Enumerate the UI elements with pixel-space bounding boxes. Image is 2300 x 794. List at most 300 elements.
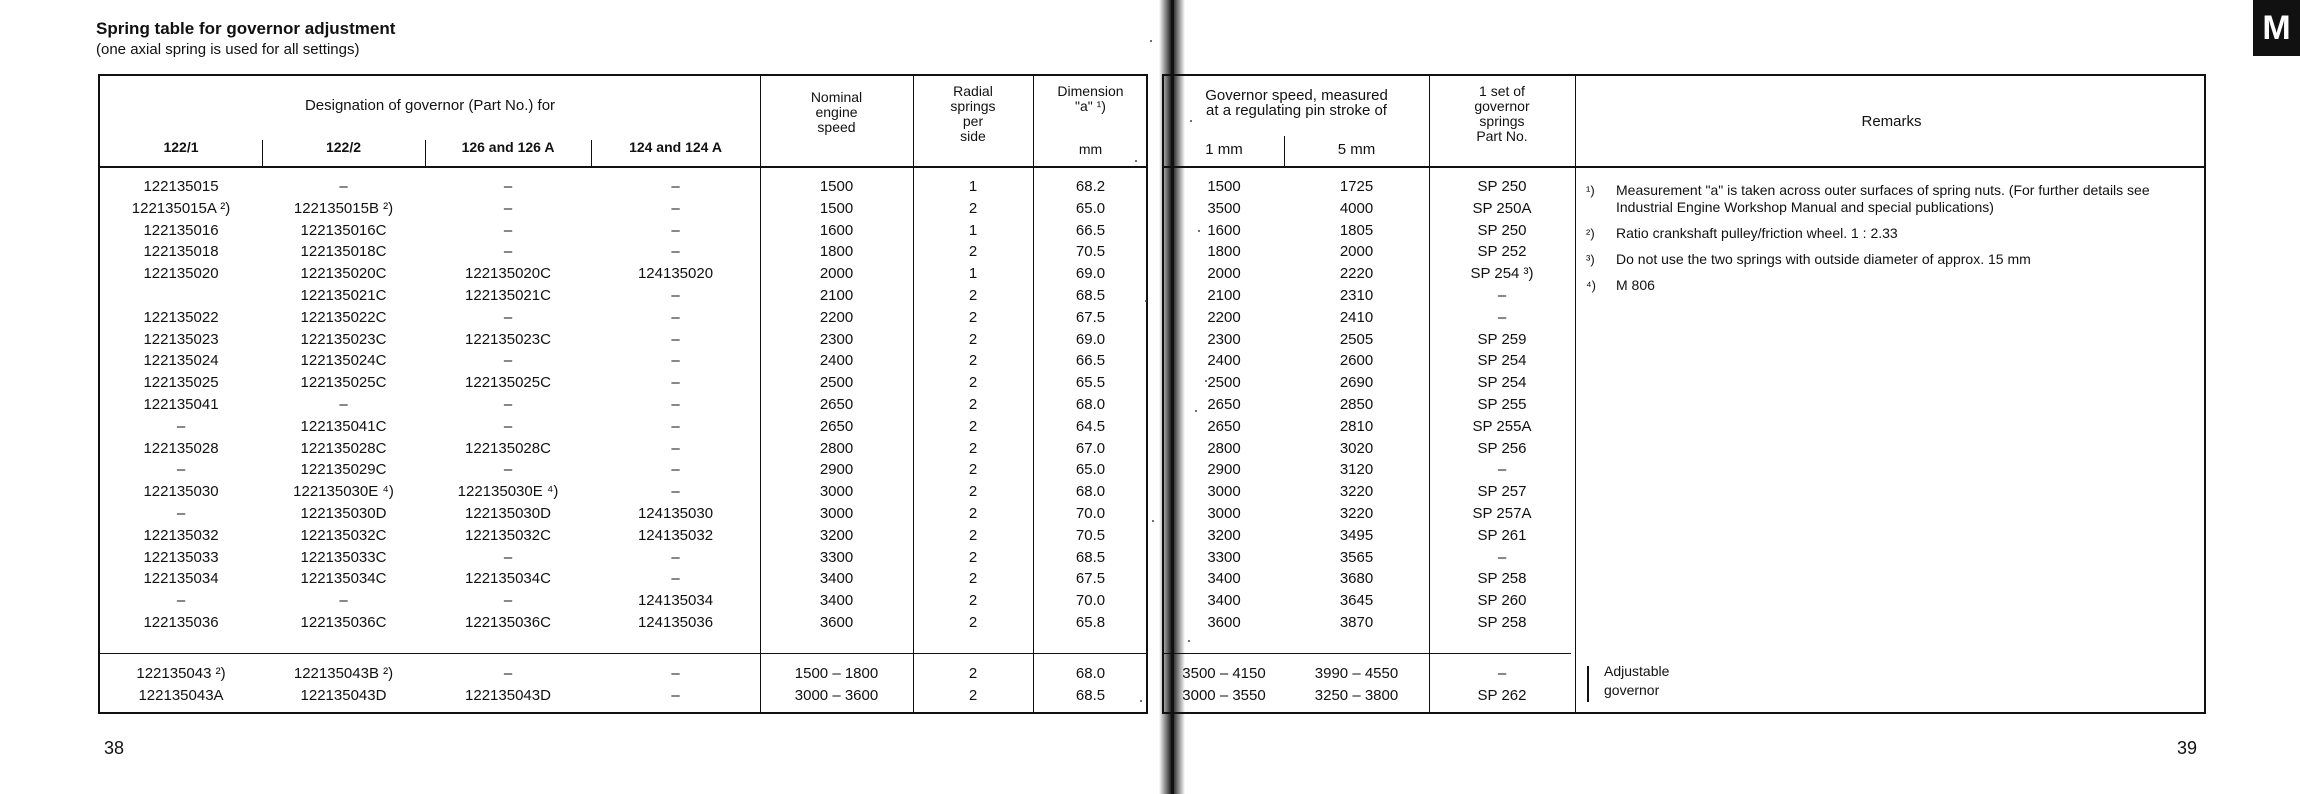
cell-spring-set: SP 250: [1477, 178, 1527, 195]
cell-124: –: [671, 417, 680, 435]
cell-speed-1mm: 3000: [1207, 483, 1241, 501]
cell-spring-set: –: [1497, 286, 1507, 304]
cell-122-1: 122135030: [143, 483, 219, 501]
left-table-body: [100, 176, 1146, 634]
cell-speed-1mm: 2650: [1207, 417, 1241, 435]
cell-122-2: 122135032C: [300, 526, 387, 544]
remark-marker: ²): [1586, 226, 1595, 241]
cell-122-1: 122135015: [143, 178, 219, 195]
remark-item: [1586, 182, 2186, 216]
cell-122-1: 122135043A: [138, 687, 224, 704]
remark-text: Ratio crankshaft pulley/friction wheel. 1 : 2.33: [1616, 225, 1898, 241]
cell-dimension: 67.5: [1075, 570, 1106, 588]
cell-speed-1mm: 3400: [1207, 592, 1241, 610]
cell-122-1: 122135036: [143, 613, 219, 631]
cell-speed-5mm: 2690: [1339, 374, 1374, 392]
scan-speck: [1145, 300, 1147, 302]
cell-122-2: 122135033C: [300, 548, 387, 566]
cell-124: 124135020: [637, 265, 714, 283]
cell-122-2: 122135034C: [300, 570, 387, 588]
cell-radial-springs: 2: [968, 504, 978, 522]
group-rule: [1164, 653, 1571, 654]
cell-126: –: [503, 178, 513, 195]
cell-nominal-speed: 1800: [819, 243, 854, 261]
cell-radial-springs: 2: [968, 330, 978, 348]
cell-122-2: 122135029C: [300, 461, 387, 479]
remarks-header: Remarks: [1861, 113, 1922, 130]
cell-nominal-speed: 1500: [819, 178, 854, 195]
cell-126: –: [503, 665, 513, 682]
group-rule: [100, 653, 1146, 654]
cell-radial-springs: 2: [968, 243, 978, 261]
cell-dimension: 68.0: [1075, 395, 1106, 413]
table-row: [100, 176, 1146, 198]
nominal-speed-header: Nominal engine speed: [810, 89, 863, 135]
cell-122-1: 122135032: [143, 526, 219, 544]
table-row: [1164, 416, 2204, 438]
left-table-header: [100, 76, 1146, 166]
cell-radial-springs: 2: [968, 461, 978, 479]
cell-spring-set: SP 260: [1477, 592, 1527, 610]
left-table-group: [100, 663, 1146, 707]
cell-124: –: [671, 308, 680, 326]
table-row: [100, 241, 1146, 263]
cell-nominal-speed: 1500 – 1800: [794, 665, 879, 682]
cell-122-2: 122135018C: [300, 243, 387, 261]
cell-126: –: [503, 548, 513, 566]
cell-122-1: 122135015A ²): [131, 199, 231, 217]
table-row: [1164, 459, 2204, 481]
table-row: [1164, 590, 2204, 612]
cell-124: –: [671, 286, 680, 304]
left-spring-table: [98, 74, 1148, 714]
cell-radial-springs: 2: [968, 687, 978, 704]
table-row: [1164, 438, 2204, 460]
cell-nominal-speed: 2650: [819, 395, 854, 413]
cell-speed-1mm: 3600: [1207, 613, 1241, 631]
cell-nominal-speed: 2100: [819, 286, 854, 304]
scan-speck: [1188, 640, 1190, 642]
page-title: Spring table for governor adjustment: [96, 19, 396, 38]
scan-speck: [1150, 40, 1152, 42]
scan-speck: [1198, 230, 1200, 232]
cell-speed-1mm: 2500: [1207, 374, 1241, 392]
cell-speed-1mm: 3400: [1207, 570, 1241, 588]
table-row: [100, 329, 1146, 351]
cell-122-2: 122135020C: [300, 265, 387, 283]
col-header-122-1: 122/1: [163, 139, 199, 155]
cell-124: –: [671, 330, 680, 348]
cell-speed-5mm: 3020: [1339, 439, 1374, 457]
cell-radial-springs: 2: [968, 199, 978, 217]
scan-speck: [1195, 410, 1197, 412]
table-row: [100, 459, 1146, 481]
cell-speed-5mm: 1805: [1339, 221, 1374, 239]
scan-speck: [1140, 700, 1142, 702]
cell-speed-5mm: 3120: [1339, 461, 1374, 479]
col-header-122-2: 122/2: [325, 139, 362, 155]
cell-nominal-speed: 1500: [819, 199, 854, 217]
governor-speed-header: Governor speed, measured at a regulating pin stroke of: [1205, 87, 1388, 119]
remark-text: Measurement "a" is taken across outer surfaces of spring nuts. (For further details see Industrial Engine Workshop Manual and special publications): [1616, 182, 2150, 215]
cell-speed-5mm: 2505: [1339, 330, 1374, 348]
remark-marker: ³): [1586, 252, 1595, 267]
cell-126: –: [503, 352, 513, 370]
cell-speed-5mm: 3220: [1339, 483, 1374, 501]
col-sep: [425, 140, 426, 166]
cell-126: –: [503, 221, 513, 239]
cell-radial-springs: 2: [968, 592, 978, 610]
cell-speed-1mm: 2200: [1207, 308, 1241, 326]
cell-speed-1mm: 3500 – 4150: [1182, 665, 1266, 682]
cell-radial-springs: 2: [968, 613, 978, 631]
cell-122-1: 122135041: [143, 395, 219, 413]
cell-122-1: 122135034: [143, 570, 219, 588]
cell-speed-5mm: 3680: [1339, 570, 1374, 588]
table-row: [1164, 329, 2204, 351]
cell-radial-springs: 2: [968, 439, 978, 457]
cell-122-1: 122135024: [143, 352, 219, 370]
stroke-5mm-header: 5 mm: [1337, 141, 1376, 158]
cell-122-1: 122135022: [143, 308, 219, 326]
table-row: [100, 220, 1146, 242]
cell-spring-set: –: [1497, 665, 1507, 682]
right-table-group: [1164, 663, 2204, 707]
cell-spring-set: SP 254 ³): [1470, 265, 1534, 283]
table-row: [1164, 503, 2204, 525]
cell-speed-1mm: 1800: [1207, 243, 1241, 261]
cell-speed-5mm: 2000: [1339, 243, 1374, 261]
cell-122-1: 122135025: [143, 374, 219, 392]
cell-nominal-speed: 3400: [819, 592, 854, 610]
cell-dimension: 68.0: [1075, 665, 1106, 682]
cell-124: –: [671, 374, 680, 392]
cell-nominal-speed: 2650: [819, 417, 854, 435]
cell-radial-springs: 2: [968, 665, 978, 682]
cell-122-1: –: [176, 417, 186, 435]
table-row: [100, 307, 1146, 329]
cell-speed-5mm: 1725: [1339, 178, 1374, 195]
cell-122-1: 122135016: [143, 221, 219, 239]
adjustable-brace: [1587, 666, 1589, 702]
cell-dimension: 70.5: [1075, 526, 1106, 544]
cell-radial-springs: 2: [968, 308, 978, 326]
cell-124: –: [671, 199, 680, 217]
cell-speed-1mm: 2000: [1207, 265, 1241, 283]
cell-126: 122135043D: [465, 687, 551, 704]
page-number-left: 38: [104, 738, 125, 758]
cell-nominal-speed: 2400: [819, 352, 854, 370]
cell-radial-springs: 2: [968, 570, 978, 588]
scan-speck: [1205, 380, 1207, 382]
cell-122-2: 122135021C: [300, 286, 387, 304]
table-row: [1164, 350, 2204, 372]
table-row: [100, 285, 1146, 307]
cell-nominal-speed: 2300: [819, 330, 854, 348]
cell-dimension: 66.5: [1075, 352, 1106, 370]
radial-springs-header: Radial springs per side: [950, 83, 996, 144]
cell-dimension: 68.5: [1075, 548, 1106, 566]
cell-radial-springs: 2: [968, 374, 978, 392]
table-row: [1164, 547, 2204, 569]
cell-126: –: [503, 308, 513, 326]
cell-126: –: [503, 461, 513, 479]
cell-speed-5mm: 3990 – 4550: [1314, 665, 1399, 682]
cell-122-1: 122135028: [143, 439, 219, 457]
remark-item: [1586, 251, 2186, 268]
table-row: [100, 568, 1146, 590]
right-spring-table: [1162, 74, 2206, 714]
cell-126: –: [503, 592, 513, 610]
cell-nominal-speed: 3000 – 3600: [794, 687, 879, 704]
table-row: [100, 438, 1146, 460]
cell-speed-5mm: 2810: [1339, 417, 1374, 435]
cell-radial-springs: 2: [968, 286, 978, 304]
table-row: [1164, 394, 2204, 416]
cell-dimension: 65.5: [1075, 374, 1106, 392]
cell-speed-1mm: 1600: [1207, 221, 1241, 239]
cell-spring-set: SP 259: [1477, 330, 1527, 348]
cell-speed-5mm: 3645: [1339, 592, 1374, 610]
cell-spring-set: SP 257: [1477, 483, 1527, 501]
cell-dimension: 67.5: [1075, 308, 1106, 326]
cell-speed-1mm: 2300: [1207, 330, 1241, 348]
remark-text: M 806: [1616, 277, 1655, 293]
cell-126: –: [503, 199, 513, 217]
cell-124: 124135034: [637, 592, 714, 610]
cell-speed-5mm: 2600: [1339, 352, 1374, 370]
cell-124: 124135032: [637, 526, 714, 544]
table-row: [100, 612, 1146, 634]
dimension-header: Dimension "a" ¹): [1057, 83, 1124, 114]
cell-speed-5mm: 3220: [1339, 504, 1374, 522]
cell-spring-set: SP 255: [1477, 395, 1527, 413]
cell-122-1: 122135043 ²): [136, 665, 226, 682]
cell-spring-set: –: [1497, 461, 1507, 479]
cell-122-2: 122135022C: [300, 308, 387, 326]
cell-speed-5mm: 4000: [1339, 199, 1374, 217]
cell-radial-springs: 2: [968, 352, 978, 370]
cell-122-2: –: [339, 395, 348, 413]
cell-radial-springs: 2: [968, 548, 978, 566]
cell-dimension: 65.8: [1075, 613, 1106, 631]
cell-122-2: –: [339, 178, 348, 195]
table-row: [100, 525, 1146, 547]
cell-speed-1mm: 2650: [1207, 395, 1241, 413]
cell-spring-set: SP 258: [1477, 570, 1527, 588]
cell-speed-1mm: 2100: [1207, 286, 1241, 304]
cell-124: –: [671, 221, 680, 239]
col-sep: [1284, 136, 1285, 166]
table-row: [1164, 685, 2204, 707]
cell-dimension: 68.5: [1075, 286, 1106, 304]
cell-124: –: [671, 243, 680, 261]
cell-122-2: 122135043B ²): [293, 665, 394, 682]
table-row: [100, 481, 1146, 503]
cell-126: 122135030D: [465, 504, 551, 522]
cell-126: –: [503, 243, 513, 261]
cell-speed-5mm: 3495: [1339, 526, 1374, 544]
table-row: [1164, 372, 2204, 394]
cell-126: –: [503, 395, 513, 413]
header-rule: [1164, 166, 2204, 168]
cell-spring-set: SP 255A: [1472, 417, 1532, 435]
col-header-124: 124 and 124 A: [629, 139, 722, 155]
cell-nominal-speed: 3200: [819, 526, 854, 544]
cell-dimension: 70.5: [1075, 243, 1106, 261]
remark-item: [1586, 225, 2186, 242]
cell-dimension: 65.0: [1075, 461, 1106, 479]
cell-124: –: [671, 570, 680, 588]
table-row: [1164, 525, 2204, 547]
cell-spring-set: SP 252: [1477, 243, 1527, 261]
cell-spring-set: SP 261: [1477, 526, 1527, 544]
table-row: [100, 590, 1146, 612]
cell-nominal-speed: 1600: [819, 221, 854, 239]
cell-122-1: 122135023: [143, 330, 219, 348]
cell-124: –: [671, 461, 680, 479]
cell-122-2: 122135028C: [300, 439, 387, 457]
cell-122-1: 122135020: [143, 265, 219, 283]
col-sep: [591, 140, 592, 166]
cell-124: 124135036: [637, 613, 714, 631]
remark-item: [1586, 277, 2186, 294]
cell-speed-1mm: 3200: [1207, 526, 1241, 544]
spring-set-header: 1 set of governor springs Part No.: [1474, 83, 1530, 144]
cell-nominal-speed: 3000: [819, 483, 854, 501]
scan-speck: [1152, 520, 1154, 522]
cell-126: 122135028C: [465, 439, 551, 457]
cell-122-2: 122135030D: [300, 504, 387, 522]
cell-speed-1mm: 3500: [1207, 199, 1241, 217]
cell-dimension: 69.0: [1075, 265, 1106, 283]
cell-122-1: –: [176, 592, 186, 610]
cell-126: 122135020C: [465, 265, 551, 283]
cell-spring-set: –: [1497, 308, 1507, 326]
remarks-list: [1586, 182, 2186, 303]
cell-124: –: [671, 352, 680, 370]
cell-spring-set: SP 256: [1477, 439, 1527, 457]
adjustable-governor-note: Adjustable governor: [1604, 663, 1670, 698]
table-row: [100, 263, 1146, 285]
cell-spring-set: SP 258: [1477, 613, 1527, 631]
heading: [96, 18, 395, 60]
cell-speed-1mm: 2900: [1207, 461, 1241, 479]
cell-dimension: 70.0: [1075, 504, 1106, 522]
table-row: [100, 198, 1146, 220]
cell-122-2: 122135043D: [300, 687, 387, 704]
cell-speed-5mm: 3565: [1339, 548, 1374, 566]
cell-124: 124135030: [637, 504, 714, 522]
cell-124: –: [671, 548, 680, 566]
cell-nominal-speed: 2500: [819, 374, 854, 392]
cell-nominal-speed: 2900: [819, 461, 854, 479]
cell-dimension: 65.0: [1075, 199, 1106, 217]
cell-spring-set: SP 254: [1477, 352, 1527, 370]
designation-group-header: Designation of governor (Part No.) for: [304, 97, 556, 114]
table-row: [1164, 612, 2204, 634]
cell-speed-1mm: 1500: [1207, 178, 1241, 195]
cell-122-2: 122135023C: [300, 330, 387, 348]
cell-radial-springs: 2: [968, 526, 978, 544]
cell-nominal-speed: 3400: [819, 570, 854, 588]
table-row: [100, 416, 1146, 438]
cell-nominal-speed: 3300: [819, 548, 854, 566]
cell-122-2: 122135041C: [300, 417, 387, 435]
table-row: [100, 685, 1146, 707]
scan-speck: [1135, 160, 1137, 162]
cell-nominal-speed: 2200: [819, 308, 854, 326]
cell-126: –: [503, 417, 513, 435]
col-sep: [262, 140, 263, 166]
cell-126: 122135025C: [465, 374, 551, 392]
table-row: [1164, 307, 2204, 329]
cell-dimension: 68.5: [1075, 687, 1106, 704]
cell-speed-1mm: 2800: [1207, 439, 1241, 457]
cell-122-1: –: [176, 461, 186, 479]
section-tab: M: [2253, 0, 2300, 56]
cell-122-1: 122135018: [143, 243, 219, 261]
cell-126: 122135032C: [465, 526, 551, 544]
col-header-126: 126 and 126 A: [461, 139, 555, 155]
cell-radial-springs: 2: [968, 483, 978, 501]
cell-126: 122135021C: [465, 286, 551, 304]
cell-dimension: 66.5: [1075, 221, 1106, 239]
cell-radial-springs: 1: [968, 178, 978, 195]
cell-speed-5mm: 2410: [1339, 308, 1374, 326]
remark-marker: ⁴): [1586, 278, 1596, 293]
cell-dimension: 70.0: [1075, 592, 1106, 610]
cell-speed-5mm: 2310: [1339, 286, 1374, 304]
cell-124: –: [671, 395, 680, 413]
cell-122-2: 122135024C: [300, 352, 387, 370]
cell-spring-set: SP 257A: [1472, 504, 1532, 522]
cell-126: 122135030E ⁴): [457, 483, 559, 501]
cell-radial-springs: 2: [968, 395, 978, 413]
table-row: [1164, 663, 2204, 685]
table-row: [100, 503, 1146, 525]
header-rule: [100, 166, 1146, 168]
cell-122-1: –: [176, 504, 186, 522]
page-number-right: 39: [2177, 738, 2198, 758]
cell-122-1: 122135033: [143, 548, 219, 566]
cell-speed-1mm: 3300: [1207, 548, 1241, 566]
dimension-unit: mm: [1078, 141, 1103, 157]
cell-speed-1mm: 3000: [1207, 504, 1241, 522]
cell-122-2: 122135016C: [300, 221, 387, 239]
table-row: [1164, 481, 2204, 503]
table-row: [100, 350, 1146, 372]
cell-dimension: 68.2: [1075, 178, 1106, 195]
right-table-header: [1164, 76, 2204, 166]
cell-spring-set: SP 254: [1477, 374, 1527, 392]
cell-nominal-speed: 3000: [819, 504, 854, 522]
cell-radial-springs: 1: [968, 265, 978, 283]
cell-radial-springs: 1: [968, 221, 978, 239]
cell-124: –: [671, 665, 680, 682]
table-row: [100, 372, 1146, 394]
cell-dimension: 67.0: [1075, 439, 1106, 457]
stroke-1mm-header: 1 mm: [1205, 141, 1243, 158]
cell-dimension: 69.0: [1075, 330, 1106, 348]
cell-126: 122135034C: [465, 570, 551, 588]
cell-speed-5mm: 3870: [1339, 613, 1374, 631]
cell-nominal-speed: 2800: [819, 439, 854, 457]
cell-spring-set: SP 250: [1477, 221, 1527, 239]
table-row: [100, 547, 1146, 569]
cell-spring-set: –: [1497, 548, 1507, 566]
cell-dimension: 68.0: [1075, 483, 1106, 501]
